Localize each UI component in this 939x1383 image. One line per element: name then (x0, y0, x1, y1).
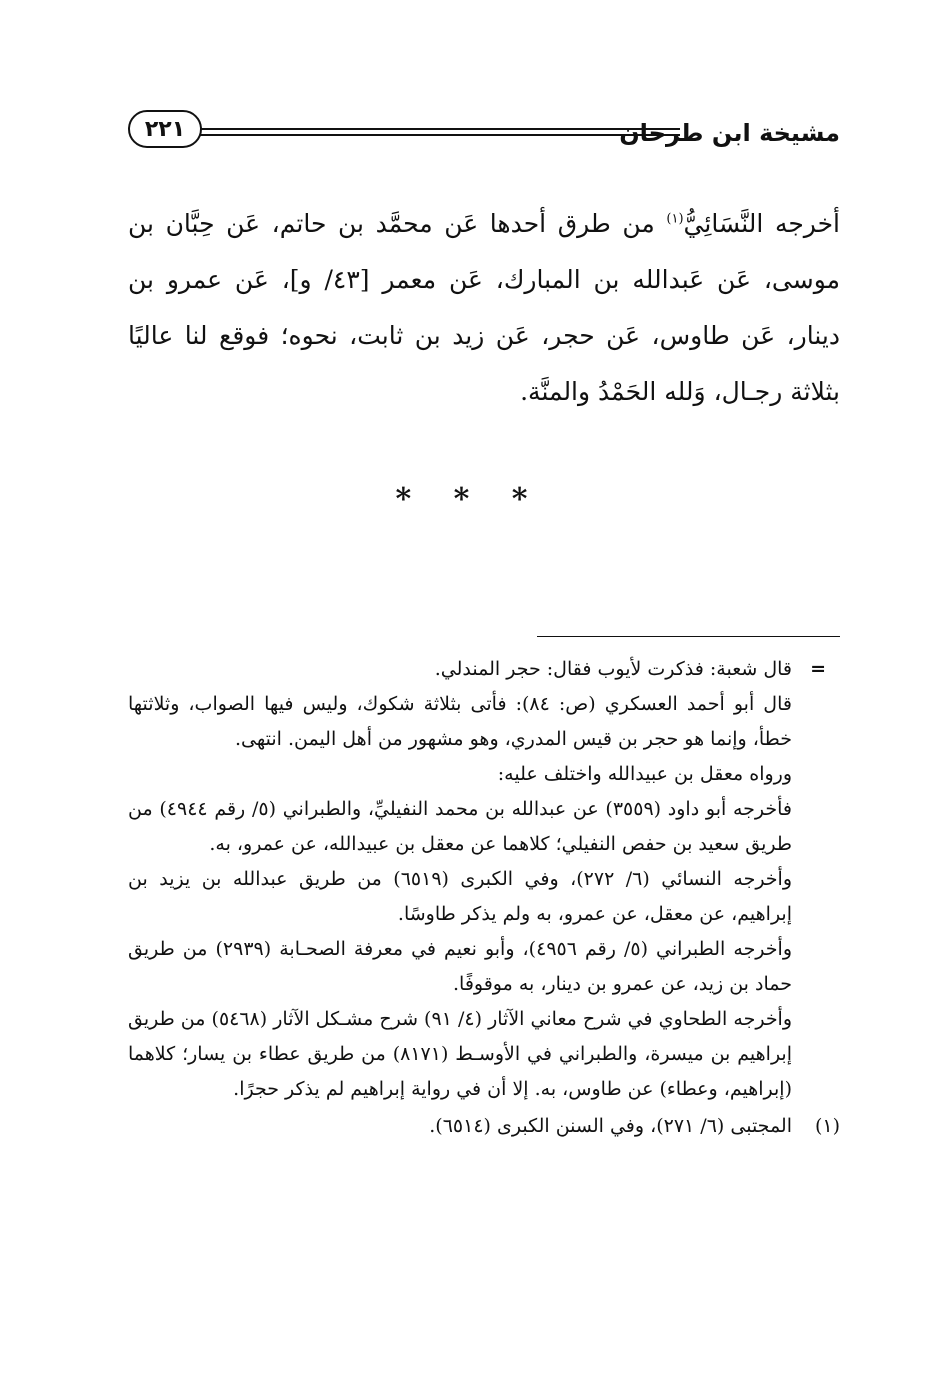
footnote-paragraph: فأخرجه أبو داود (٣٥٥٩) عن عبدالله بن محمد النفيليِّ، والطبراني (٥/ رقم ٤٩٤٤) من طريق سعيد بن حفص النفيلي؛ كلاهما عن معقل بن عبيدالله، عن عمرو، به. (128, 798, 793, 855)
footnote-paragraph: قال أبو أحمد العسكري (ص: ٨٤): فأتى بثلاثة شكوك، وليس فيها الصواب، وثلاثتها خطأ، وإنما هو حجر بن قيس المدري، وهو مشهور من أهل اليمن. انتهى. (128, 693, 792, 750)
footnote-paragraph: وأخرجه الطبراني (٥/ رقم ٤٩٥٦)، وأبو نعيم في معرفة الصحـابة (٢٩٣٩) من طريق حماد بن زيد، عن عمرو بن دينار، به موقوفًا. (128, 938, 792, 995)
header-rule (198, 128, 680, 136)
page-number-badge: ٢٢١ (128, 110, 202, 148)
section-separator: * * * (395, 482, 544, 517)
footnote-paragraph: وأخرجه النسائي (٦/ ٢٧٢)، وفي الكبرى (٦٥١٩) من طريق عبدالله بن يزيد بن إبراهيم، عن معقل، عن عمرو، به ولم يذكر طاوسًا. (128, 868, 792, 925)
main-text (128, 196, 840, 420)
footnote-reference: (١) (666, 211, 684, 227)
continuation-text: قال شعبة: فذكرت لأيوب فقال: حجر المندلي. (434, 658, 792, 680)
footnote-continuation (128, 652, 840, 687)
main-text-body: من طرق أحدها عَن محمَّد بن حاتم، عَن حِبَّان بن موسى، عَن عَبدالله بن المبارك، عَن معمر [٤٣/ و]، عَن عمرو بن دينار، عَن طاوس، عَن حجر، عَن زيد بن ثابت، نحوه؛ فوقع لنا عاليًا بثلاثة رجـال، وَلله الحَمْدُ والمنَّة. (128, 209, 841, 406)
page-header (128, 110, 840, 162)
footnote-1-number: (١) (814, 1115, 840, 1137)
footnote-1 (128, 1109, 840, 1144)
footnote-paragraph: وأخرجه الطحاوي في شرح معاني الآثار (٤/ ٩١) شرح مشـكل الآثار (٥٤٦٨) من طريق إبراهيم بن ميسرة، والطبراني في الأوسـط (٨١٧١) من طريق عطاء بن يسار؛ كلاهما (إبراهيم، وعطاء) عن طاوس، به. إلا أن في رواية إبراهيم لم يذكر حجرًا. (128, 1008, 793, 1100)
main-text-lead: أخرجه النَّسَائِيُّ (683, 209, 840, 238)
footnote-rule (537, 636, 840, 637)
footnotes (128, 652, 840, 1144)
continuation-mark: = (810, 658, 826, 680)
running-title: مشيخة ابن طرخان (619, 119, 840, 147)
footnote-paragraph: ورواه معقل بن عبيدالله واختلف عليه: (497, 763, 792, 785)
footnote-1-text: المجتبى (٦/ ٢٧١)، وفي السنن الكبرى (٦٥١٤). (429, 1115, 792, 1137)
